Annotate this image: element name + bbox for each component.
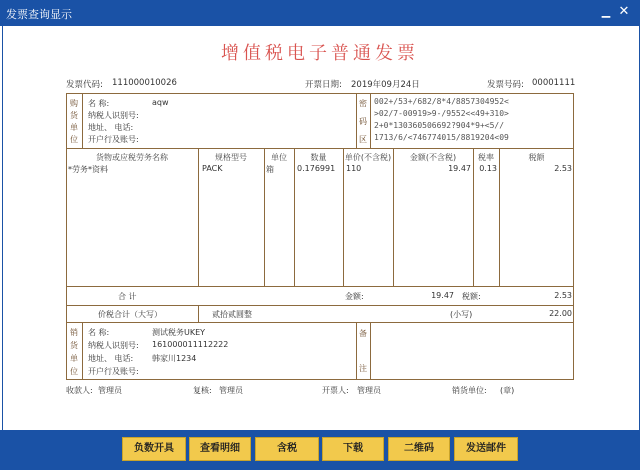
divider: [82, 322, 83, 380]
seller-side-char: 单: [70, 354, 78, 363]
tax-included-button[interactable]: 含税: [255, 437, 319, 461]
divider: [294, 148, 295, 286]
column-header: 货物或应税劳务名称: [96, 153, 168, 162]
action-bar: [0, 430, 640, 470]
password-side-char: 码: [359, 117, 367, 126]
password-line: 1713/6/<746774015/8819204<09: [374, 133, 509, 142]
total-amount: 19.47: [431, 291, 454, 300]
divider: [66, 286, 574, 287]
payee-label: 收款人:: [66, 386, 93, 395]
column-header: 金额(不含税): [409, 153, 457, 162]
invoice-number-label: 发票号码:: [487, 80, 524, 90]
password-side-char: 密: [359, 99, 367, 108]
divider: [356, 322, 357, 380]
invoice-number: 00001111: [532, 78, 576, 88]
invoice-code-label: 发票代码:: [66, 80, 103, 90]
reviewer: 管理员: [219, 386, 243, 395]
seller-side-char: 货: [70, 341, 78, 350]
buyer-side-char: 单: [70, 123, 78, 132]
seller-stamp: (章): [500, 386, 515, 395]
divider: [66, 148, 574, 149]
grand-total-words: 贰拾贰圆整: [212, 310, 252, 319]
divider: [66, 305, 574, 306]
column-header: 规格型号: [215, 153, 247, 162]
divider: [198, 305, 199, 322]
column-header: 税率: [478, 153, 494, 162]
remark-char: 备: [359, 329, 367, 338]
download-button[interactable]: 下载: [322, 437, 384, 461]
item-qty: 0.176991: [297, 164, 336, 173]
column-header: 数量: [310, 153, 327, 162]
divider: [370, 93, 371, 148]
qrcode-button[interactable]: 二维码: [388, 437, 450, 461]
seller-name: 测试税务UKEY: [152, 328, 206, 337]
reviewer-label: 复核:: [193, 386, 212, 395]
column-header: 税额: [528, 153, 545, 162]
password-line: >02/7-00919>9-/9552<<49+310>: [374, 109, 509, 118]
drawer: 管理员: [357, 386, 381, 395]
grand-total-small-label: (小写): [450, 310, 473, 319]
minimize-icon[interactable]: ▁: [601, 5, 611, 18]
seller-side-char: 销: [70, 328, 78, 337]
divider: [198, 148, 199, 286]
remark-char: 注: [359, 364, 367, 373]
total-tax: 2.53: [554, 291, 572, 300]
buyer-side-char: 位: [70, 135, 78, 144]
seller-side-char: 位: [70, 367, 78, 376]
window-title: 发票查询显示: [6, 8, 72, 21]
item-unit: 箱: [266, 165, 274, 174]
seller-address-label: 地址、 电话:: [88, 354, 134, 363]
divider: [356, 93, 357, 148]
item-rate: 0.13: [479, 164, 497, 173]
password-line: 002+/53+/682/8*4/8857304952<: [374, 97, 509, 106]
invoice-date-label: 开票日期:: [305, 80, 342, 90]
password-side-char: 区: [359, 135, 367, 144]
divider: [343, 148, 344, 286]
seller-tax-id: 161000011112222: [152, 340, 229, 349]
seller-bank-label: 开户行及账号:: [88, 367, 139, 376]
tax-label: 税额:: [462, 292, 481, 301]
item-spec: PACK: [202, 164, 223, 173]
divider: [66, 322, 574, 323]
buyer-side-char: 货: [70, 111, 78, 120]
payee: 管理员: [98, 386, 122, 395]
invoice-title: 增值税电子普通发票: [221, 43, 419, 64]
buyer-side-char: 购: [70, 99, 78, 108]
seller-name-label: 名 称:: [88, 328, 110, 337]
divider: [370, 322, 371, 380]
amount-label: 金额:: [345, 292, 364, 301]
seller-stamp-label: 销货单位:: [452, 386, 487, 395]
close-icon[interactable]: ✕: [618, 4, 630, 19]
seller-tax-id-label: 纳税人识别号:: [88, 341, 139, 350]
total-label: 合 计: [118, 292, 137, 301]
grand-total-label: 价税合计（大写）: [98, 310, 162, 319]
window-titlebar: [0, 0, 640, 26]
divider: [264, 148, 265, 286]
grand-total-small: 22.00: [549, 309, 572, 318]
password-line: 2+0*130360506692?904*9+<5//: [374, 121, 505, 130]
send-email-button[interactable]: 发送邮件: [454, 437, 518, 461]
buyer-address-label: 地址、 电话:: [88, 123, 134, 132]
seller-address: 韩家川1234: [152, 354, 197, 363]
view-details-button[interactable]: 查看明细: [189, 437, 251, 461]
invoice-code: 111000010026: [112, 78, 177, 88]
buyer-name: aqw: [152, 98, 169, 107]
item-name: *劳务*资料: [68, 165, 108, 174]
buyer-bank-label: 开户行及账号:: [88, 135, 139, 144]
invoice-date: 2019年09月24日: [351, 80, 420, 90]
negative-invoice-button[interactable]: 负数开具: [122, 437, 186, 461]
item-tax: 2.53: [554, 164, 572, 173]
buyer-tax-id-label: 纳税人识别号:: [88, 111, 139, 120]
divider: [82, 93, 83, 148]
item-price: 110: [346, 164, 362, 173]
item-amount: 19.47: [448, 164, 471, 173]
column-header: 单价(不含税): [344, 153, 392, 162]
buyer-name-label: 名 称:: [88, 99, 110, 108]
drawer-label: 开票人:: [322, 386, 349, 395]
column-header: 单位: [271, 153, 287, 162]
